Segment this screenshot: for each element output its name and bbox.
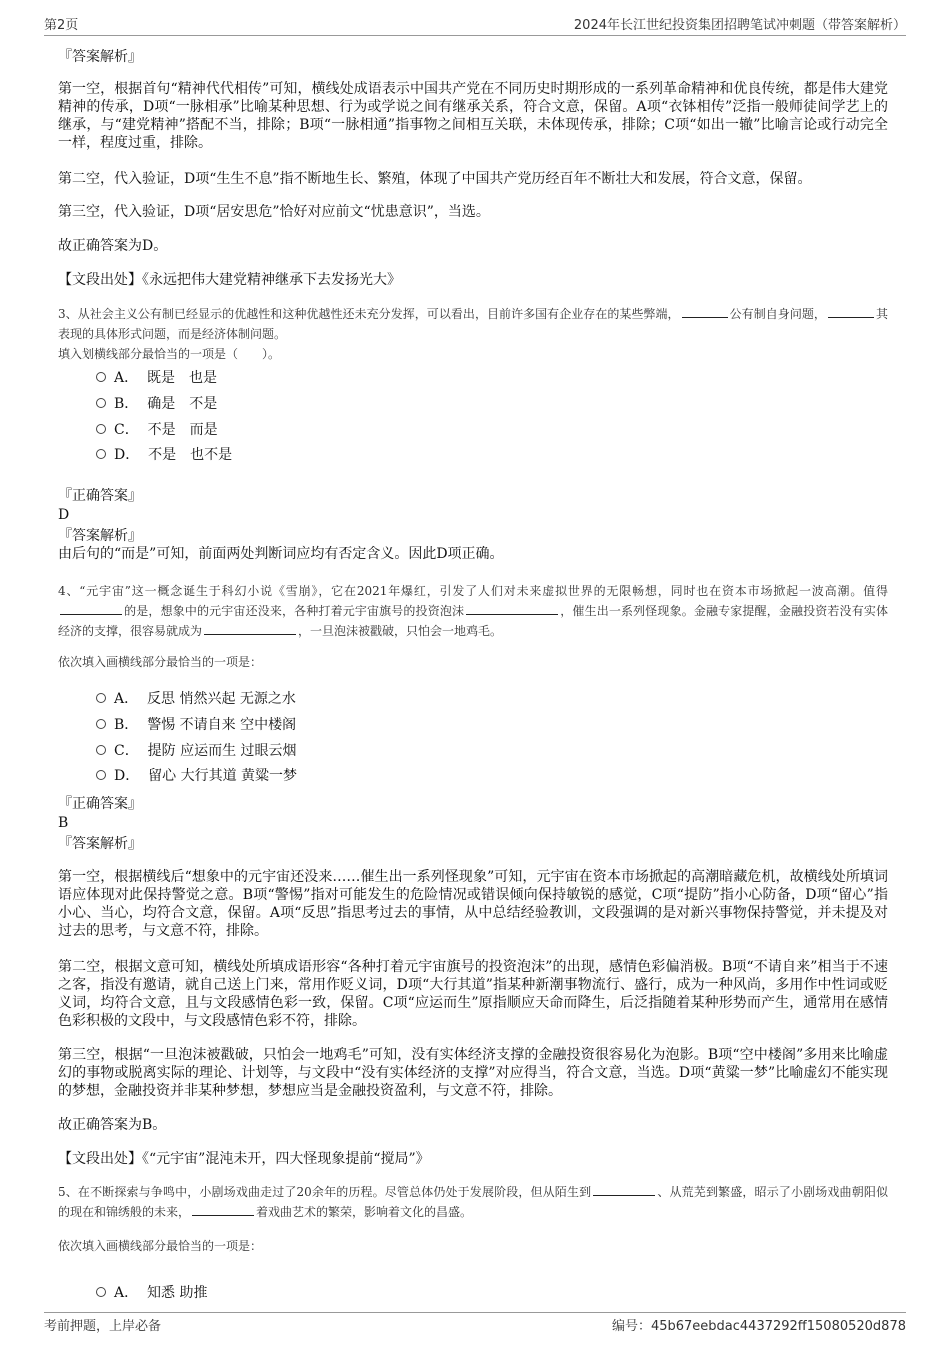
q4-analysis-label: 『答案解析』 [58, 836, 142, 852]
page-footer [44, 1312, 906, 1332]
option-text: 留心 大行其道 黄粱一梦 [148, 768, 298, 784]
q3-question [58, 304, 888, 364]
option-letter: A． [114, 370, 139, 386]
q2-analysis-para-2: 第二空，代入验证，D项“生生不息”指不断地生长、繁殖，体现了中国共产党历经百年不断壮大和发展，符合文意，保留。 [58, 171, 812, 187]
q3-correct-label: 『正确答案』 [58, 488, 142, 504]
radio-icon[interactable] [96, 424, 106, 434]
footer-slogan: 考前押题，上岸必备 [44, 1319, 162, 1334]
q3-option-b[interactable] [96, 395, 217, 413]
q4-text-part: 4、“元宇宙”这一概念诞生于科幻小说《雪崩》，它在2021年爆红，引发了人们对未来虚拟世界的无限畅想，同时也在资本市场掀起一波高潮。值得 [58, 584, 888, 598]
option-letter: A． [114, 691, 139, 707]
option-letter: D． [114, 768, 140, 784]
q3-text-part: 公有制自身问题， [729, 307, 826, 321]
option-text: 反思 悄然兴起 无源之水 [147, 691, 296, 707]
radio-icon[interactable] [96, 770, 106, 780]
radio-icon[interactable] [96, 372, 106, 382]
q4-option-a[interactable] [96, 690, 296, 708]
answer-blank [682, 304, 728, 318]
q4-source: 【文段出处】《“元宇宙”混沌未开，四大怪现象提前“搅局”》 [58, 1151, 430, 1167]
option-letter: B． [114, 396, 139, 412]
q4-option-d[interactable] [96, 767, 297, 785]
radio-icon[interactable] [96, 719, 106, 729]
q2-analysis-para-1: 第一空，根据首句“精神代代相传”可知，横线处成语表示中国共产党在不同历史时期形成的一系列革命精神和优良传统，都是伟大建党精神的传承，D项“一脉相承”比喻某种思想、行为或学说之间有继承关系，符合文意，保留。A项“衣钵相传”泛指一般师徒间学艺上的继承，与“建党精神”搭配不当，排除；B项“一脉相通”指事物之间相互关联，未体现传承，排除；C项“如出一辙”比喻言论或行动完全一样，程度过重，排除。 [58, 81, 888, 151]
q3-text-part: 其表现的具体形式问题，而是经济体制问题。 [58, 307, 888, 341]
option-text: 既是 也是 [147, 370, 218, 386]
page-number: 第2页 [44, 18, 79, 33]
q3-analysis-label: 『答案解析』 [58, 528, 142, 544]
option-text: 警惕 不请自来 空中楼阁 [147, 717, 297, 733]
q2-analysis-label: 『答案解析』 [58, 49, 142, 65]
radio-icon[interactable] [96, 1287, 106, 1297]
q4-text-part: 的是，想象中的元宇宙还没来，各种打着元宇宙旗号的投资泡沫 [124, 604, 465, 618]
q4-option-c[interactable] [96, 742, 297, 760]
q3-instruction: 填入划横线部分最恰当的一项是（ ）。 [58, 347, 281, 361]
option-letter: D． [114, 447, 140, 463]
answer-blank [466, 601, 558, 615]
q4-correct-label: 『正确答案』 [58, 796, 142, 812]
option-letter: A． [114, 1285, 139, 1301]
q4-instruction: 依次填入画横线部分最恰当的一项是： [58, 655, 263, 669]
q3-text-part: 3、从社会主义公有制已经显示的优越性和这种优越性还未充分发挥，可以看出，目前许多国有企业存在的某些弊端， [58, 307, 680, 321]
q3-option-a[interactable] [96, 369, 217, 387]
option-text: 不是 而是 [147, 422, 218, 438]
q2-source: 【文段出处】《永远把伟大建党精神继承下去发扬光大》 [58, 272, 401, 288]
option-text: 提防 应运而生 过眼云烟 [147, 743, 297, 759]
q2-analysis-para-3: 第三空，代入验证，D项“居安思危”恰好对应前文“忧患意识”，当选。 [58, 204, 490, 220]
q4-option-b[interactable] [96, 716, 296, 734]
q3-answer: D [58, 507, 70, 523]
q4-question [58, 581, 888, 641]
q5-text-part: 、从荒芜到繁盛，昭示了小剧场戏曲朝阳似的现在和锦绣般的未来， [58, 1185, 888, 1219]
radio-icon[interactable] [96, 693, 106, 703]
radio-icon[interactable] [96, 398, 106, 408]
option-letter: C． [114, 743, 139, 759]
answer-blank [60, 601, 122, 615]
option-text: 确是 不是 [147, 396, 218, 412]
q5-question [58, 1182, 888, 1222]
q4-analysis-para-3: 第三空，根据“一旦泡沫被戳破，只怕会一地鸡毛”可知，没有实体经济支撑的金融投资很容易化为泡影。B项“空中楼阁”多用来比喻虚幻的事物或脱离实际的理论、计划等，与文段中“没有实体经济的支撑”对应得当，符合文意，当选。D项“黄粱一梦”比喻虚幻不能实现的梦想，金融投资并非某种梦想，梦想应当是金融投资盈利，与文意不符，排除。 [58, 1047, 888, 1099]
q5-text-part: 5、在不断探索与争鸣中，小剧场戏曲走过了20余年的历程。尽管总体仍处于发展阶段，但从陌生到 [58, 1185, 592, 1199]
q3-analysis: 由后句的“而是”可知，前面两处判断词应均有否定含义。因此D项正确。 [58, 546, 504, 562]
q4-analysis-para-2: 第二空，根据文意可知，横线处所填成语形容“各种打着元宇宙旗号的投资泡沫”的出现，感情色彩偏消极。B项“不请自来”相当于不速之客，指没有邀请，就自己送上门来，常用作贬义词，D项“大行其道”指某种新潮事物流行、盛行，成为一种风尚，多用作中性词或贬义词，均符合文意，且与文段感情色彩一致，保留。C项“应运而生”原指顺应天命而降生，后泛指随着某种形势而产生，通常用在感情色彩积极的文段中，与文段感情色彩不符，排除。 [58, 959, 888, 1029]
option-letter: C． [114, 422, 139, 438]
answer-blank [204, 621, 296, 635]
answer-blank [593, 1182, 655, 1196]
q4-text-part: ，一旦泡沫被戳破，只怕会一地鸡毛。 [298, 624, 503, 638]
answer-blank [192, 1202, 254, 1216]
document-id: 编号：45b67eebdac4437292ff15080520d878 [611, 1319, 906, 1334]
q4-conclusion: 故正确答案为B。 [58, 1117, 167, 1133]
q2-conclusion: 故正确答案为D。 [58, 238, 168, 254]
q4-analysis-para-1: 第一空，根据横线后“想象中的元宇宙还没来……催生出一系列怪现象”可知，元宇宙在资本市场掀起的高潮暗藏危机，故横线处所填词语应体现对此保持警觉之意。B项“警惕”指对可能发生的危险情况或错误倾向保持敏锐的感觉，C项“提防”指小心防备，D项“留心”指小心、当心，均符合文意，保留。A项“反思”指思考过去的事情，从中总结经验教训，文段强调的是对新兴事物保持警觉，并未提及对过去的思考，与文意不符，排除。 [58, 869, 888, 939]
q5-instruction: 依次填入画横线部分最恰当的一项是： [58, 1239, 263, 1253]
q4-text-part: ，催生出一系列怪现象。金融专家提醒，金融投资若没有实体经济的支撑，很容易就成为 [58, 604, 888, 638]
q5-option-a[interactable] [96, 1284, 207, 1302]
q5-text-part: 着戏曲艺术的繁荣，影响着文化的昌盛。 [256, 1205, 473, 1219]
q3-option-c[interactable] [96, 421, 218, 439]
document-title: 2024年长江世纪投资集团招聘笔试冲刺题（带答案解析） [573, 18, 906, 33]
option-letter: B． [114, 717, 139, 733]
radio-icon[interactable] [96, 449, 106, 459]
q4-answer: B [58, 815, 69, 831]
answer-blank [828, 304, 874, 318]
option-text: 知悉 助推 [147, 1285, 208, 1301]
radio-icon[interactable] [96, 745, 106, 755]
option-text: 不是 也不是 [148, 447, 233, 463]
page-header [44, 14, 906, 36]
q3-option-d[interactable] [96, 446, 232, 464]
